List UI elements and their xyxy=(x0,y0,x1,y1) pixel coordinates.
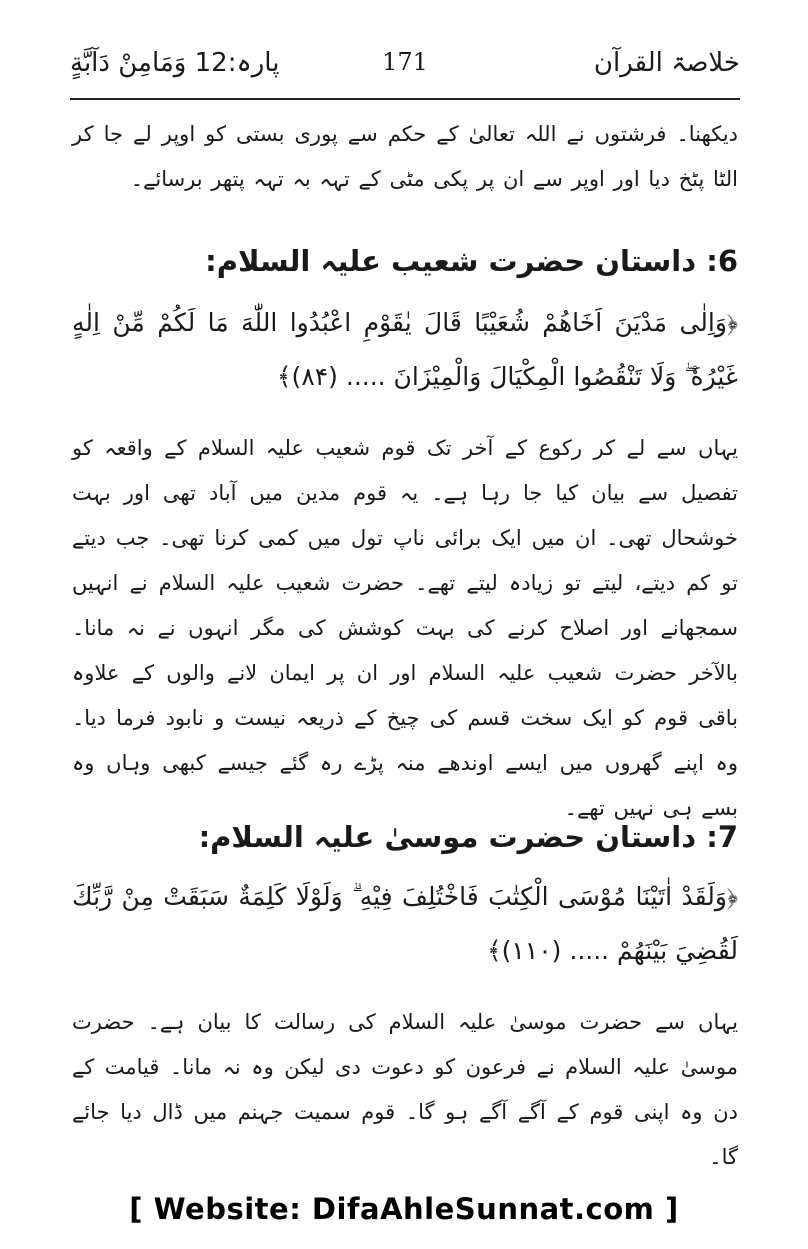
intro-paragraph xyxy=(72,112,738,202)
para-label: پارہ:12 وَمَامِنْ دَآبَّةٍ xyxy=(70,48,280,78)
page-header xyxy=(70,40,740,90)
section-7-heading: 7: داستان حضرت موسیٰ علیہ السلام: xyxy=(198,820,738,854)
intro-text: دیکھنا۔ فرشتوں نے اللہ تعالیٰ کے حکم سے پوری بستی کو اوپر لے جا کر الٹا پٹخ دیا اور اوپر سے ان پر پکی مٹی کے تہہ بہ تہہ پتھر برسائے۔ xyxy=(72,122,738,191)
book-title: خلاصۃ القرآن xyxy=(593,48,740,78)
section-6-ayah: ﴿وَاِلٰى مَدْيَنَ اَخَاهُمْ شُعَيْبًا قَالَ يٰقَوْمِ اعْبُدُوا اللّٰهَ مَا لَكُمْ مِّنْ اِلٰهٍ غَيْرُهٗ ۖ وَلَا تَنْقُصُوا الْمِكْيَالَ وَالْمِيْزَانَ ..... (۸۴)﴾ xyxy=(72,308,738,391)
page-number: 171 xyxy=(382,48,428,76)
section-7-ayah: ﴿وَلَقَدْ اٰتَيْنَا مُوْسَى الْكِتٰبَ فَاخْتُلِفَ فِيْهِ ۗ وَلَوْلَا كَلِمَةٌ سَبَقَتْ مِنْ رَّبِّكَ لَقُضِيَ بَيْنَهُمْ ..... (۱۱۰)﴾ xyxy=(72,882,738,965)
header-divider xyxy=(70,98,740,100)
website-footer: [ Website: DifaAhleSunnat.com ] xyxy=(129,1192,679,1226)
section-7-body xyxy=(72,1000,738,1180)
section-6-heading: 6: داستان حضرت شعیب علیہ السلام: xyxy=(205,244,738,278)
section-6-text: یہاں سے لے کر رکوع کے آخر تک قوم شعیب علیہ السلام کے واقعہ کو تفصیل سے بیان کیا جا رہا ہے۔ یہ قوم مدین میں آباد تھی اور بہت خوشحال تھی۔ ان میں ایک برائی ناپ تول میں کمی کرنا تھی۔ جب دیتے تو کم دیتے، لیتے تو زیادہ لیتے تھے۔ حضرت شعیب علیہ السلام نے انہیں سمجھانے اور اصلاح کرنے کی بہت کوشش کی مگر انہوں نے نہ مانا۔ بالآخر حضرت شعیب علیہ السلام اور ان پر ایمان لانے والوں کے علاوہ باقی قوم کو ایک سخت قسم کی چیخ کے ذریعہ نیست و نابود فرما دیا۔ وہ اپنے گھروں میں ایسے اوندھے منہ پڑے رہ گئے جیسے کبھی وہاں وہ بسے ہی نہیں تھے۔ xyxy=(72,436,738,820)
section-7-text: یہاں سے حضرت موسیٰ علیہ السلام کی رسالت کا بیان ہے۔ حضرت موسیٰ علیہ السلام نے فرعون کو دعوت دی لیکن وہ نہ مانا۔ قیامت کے دن وہ اپنی قوم کے آگے آگے ہو گا۔ قوم سمیت جہنم میں ڈال دیا جائے گا۔ xyxy=(72,1010,738,1169)
section-6-body xyxy=(72,426,738,831)
